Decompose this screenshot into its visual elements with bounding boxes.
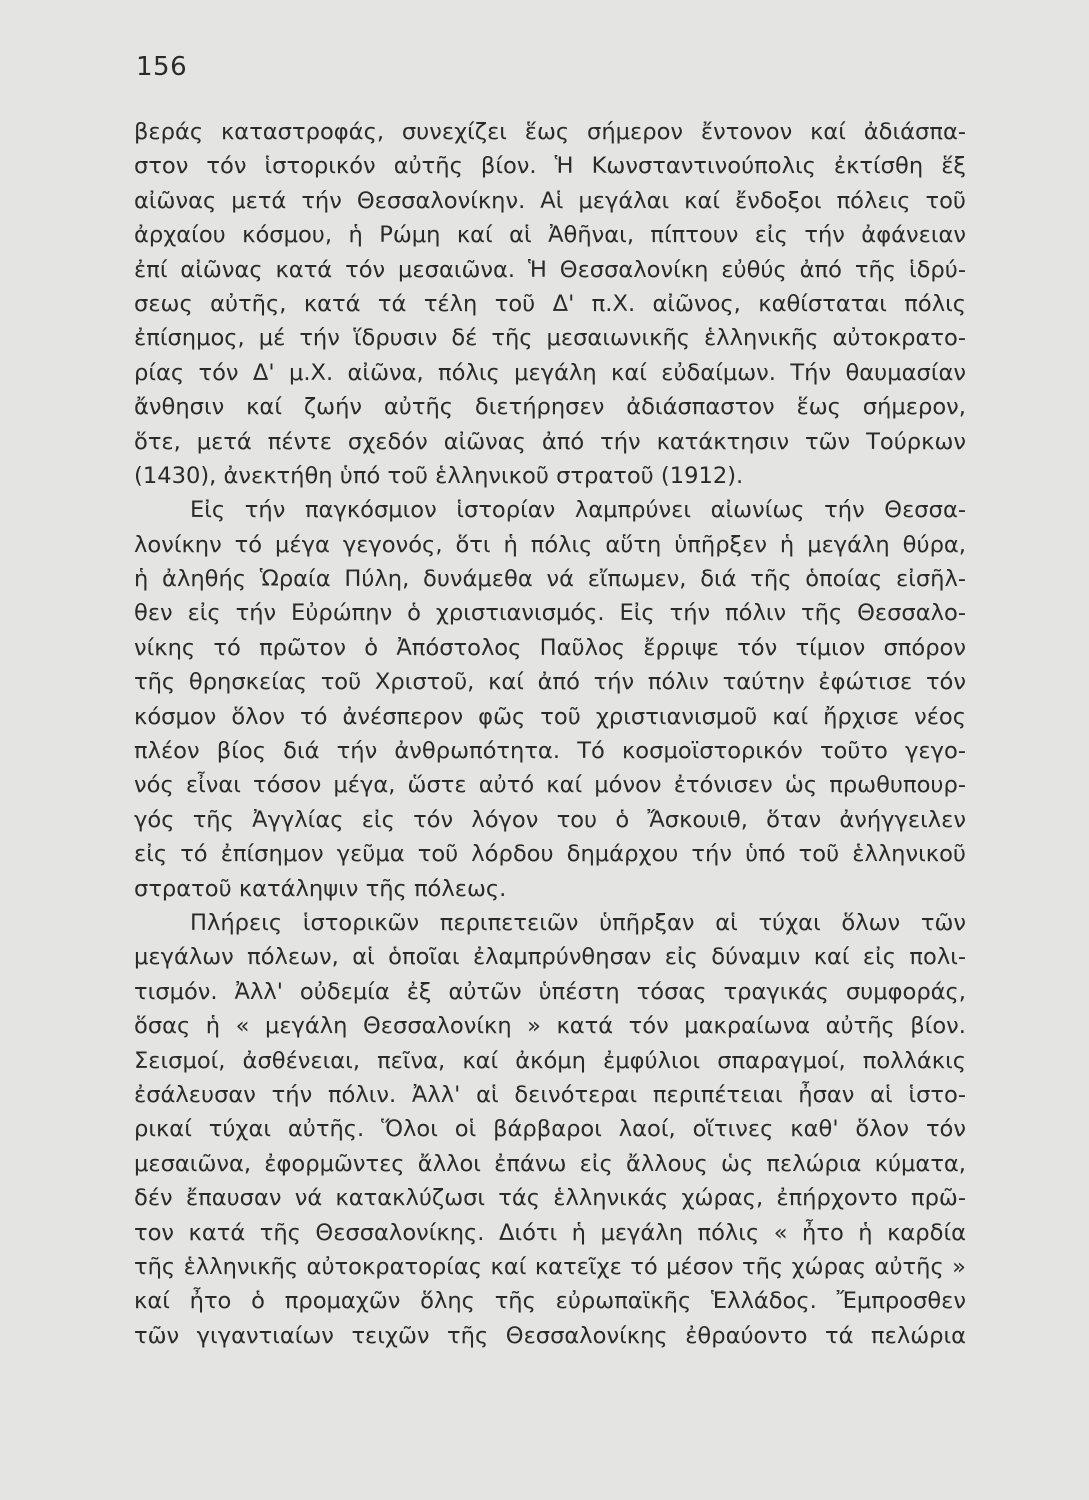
text-line: δέν ἔπαυσαν νά κατακλύζωσι τάς ἑλληνικάς χώρας, ἐπήρχοντο πρῶ- — [134, 1185, 966, 1212]
text-line: ἄνθησιν καί ζωήν αὐτῆς διετήρησεν ἀδιάσπαστον ἕως σήμερον, — [134, 394, 966, 421]
text-line: νίκης τό πρῶτον ὁ Ἀπόστολος Παῦλος ἔρριψε τόν τίμιον σπόρον — [134, 634, 966, 661]
text-line: ἐσάλευσαν τήν πόλιν. Ἀλλ' αἱ δεινότεραι περιπέτειαι ἦσαν αἱ ἱστο- — [134, 1081, 966, 1108]
text-line: νός εἶναι τόσον μέγα, ὥστε αὐτό καί μόνον ἐτόνισεν ὡς πρωθυπουρ- — [134, 772, 966, 799]
text-line: ρίας τόν Δ' μ.Χ. αἰῶνα, πόλις μεγάλη καί εὐδαίμων. Τήν θαυμασίαν — [134, 359, 966, 386]
text-line: Εἰς τήν παγκόσμιον ἱστορίαν λαμπρύνει αἰωνίως τήν Θεσσα- — [190, 497, 966, 524]
text-line: τῶν γιγαντιαίων τειχῶν τῆς Θεσσαλονίκης ἐθραύοντο τά πελώρια — [134, 1322, 966, 1349]
text-line: ἡ ἀληθής Ὡραία Πύλη, δυνάμεθα νά εἴπωμεν, διά τῆς ὁποίας εἰσῆλ- — [134, 566, 966, 593]
text-line: τῆς ἑλληνικῆς αὐτοκρατορίας καί κατεῖχε τό μέσον τῆς χώρας αὐτῆς » — [134, 1253, 966, 1280]
text-line: στον τόν ἱστορικόν αὐτῆς βίον. Ἡ Κωνσταντινούπολις ἐκτίσθη ἕξ — [134, 153, 966, 180]
text-line: αἰῶνας μετά τήν Θεσσαλονίκην. Αἱ μεγάλαι καί ἔνδοξοι πόλεις τοῦ — [134, 187, 966, 214]
text-line: κόσμον ὅλον τό ἀνέσπερον φῶς τοῦ χριστιανισμοῦ καί ἤρχισε νέος — [134, 703, 966, 730]
text-line: τῆς θρησκείας τοῦ Χριστοῦ, καί ἀπό τήν πόλιν ταύτην ἐφώτισε τόν — [134, 669, 966, 696]
text-line: (1430), ἀνεκτήθη ὑπό τοῦ ἑλληνικοῦ στρατοῦ (1912). — [134, 462, 744, 489]
text-line: πλέον βίος διά τήν ἀνθρωπότητα. Τό κοσμοϊστορικόν τοῦτο γεγο- — [134, 738, 966, 765]
text-line: καί ἦτο ὁ προμαχῶν ὅλης τῆς εὐρωπαϊκῆς Ἑλλάδος. Ἔμπροσθεν — [134, 1288, 966, 1315]
text-line: μεγάλων πόλεων, αἱ ὁποῖαι ἐλαμπρύνθησαν εἰς δύναμιν καί εἰς πολι- — [134, 944, 966, 971]
text-line: ρικαί τύχαι αὐτῆς. Ὅλοι οἱ βάρβαροι λαοί, οἵτινες καθ' ὅλον τόν — [134, 1116, 966, 1143]
text-line: λονίκην τό μέγα γεγονός, ὅτι ἡ πόλις αὕτη ὑπῆρξεν ἡ μεγάλη θύρα, — [134, 531, 966, 558]
text-line: σεως αὐτῆς, κατά τά τέλη τοῦ Δ' π.Χ. αἰῶνος, καθίσταται πόλις — [134, 290, 966, 317]
text-line: στρατοῦ κατάληψιν τῆς πόλεως. — [134, 875, 507, 902]
body-text — [134, 115, 966, 1353]
text-line: ὅσας ἡ « μεγάλη Θεσσαλονίκη » κατά τόν μακραίωνα αὐτῆς βίον. — [134, 1013, 966, 1040]
text-line: ἐπίσημος, μέ τήν ἵδρυσιν δέ τῆς μεσαιωνικῆς ἑλληνικῆς αὐτοκρατο- — [134, 325, 966, 352]
text-line: ὅτε, μετά πέντε σχεδόν αἰῶνας ἀπό τήν κατάκτησιν τῶν Τούρκων — [134, 428, 966, 455]
text-line: τον κατά τῆς Θεσσαλονίκης. Διότι ἡ μεγάλη πόλις « ἦτο ἡ καρδία — [134, 1219, 966, 1246]
text-line: τισμόν. Ἀλλ' οὐδεμία ἐξ αὐτῶν ὑπέστη τόσας τραγικάς συμφοράς, — [134, 978, 966, 1005]
text-line: Σεισμοί, ἀσθένειαι, πεῖνα, καί ἀκόμη ἐμφύλιοι σπαραγμοί, πολλάκις — [134, 1047, 966, 1074]
text-line: βεράς καταστροφάς, συνεχίζει ἕως σήμερον ἔντονον καί ἀδιάσπα- — [134, 119, 966, 145]
text-line: ἀρχαίου κόσμου, ἡ Ρώμη καί αἱ Ἀθῆναι, πίπτουν εἰς τήν ἀφάνειαν — [134, 222, 966, 249]
text-line: Πλήρεις ἱστορικῶν περιπετειῶν ὑπῆρξαν αἱ τύχαι ὅλων τῶν — [190, 909, 966, 936]
text-line: θεν εἰς τήν Εὐρώπην ὁ χριστιανισμός. Εἰς τήν πόλιν τῆς Θεσσαλο- — [134, 600, 966, 627]
text-line: ἐπί αἰῶνας κατά τόν μεσαιῶνα. Ἡ Θεσσαλονίκη εὐθύς ἀπό τῆς ἱδρύ- — [134, 256, 966, 283]
text-line: γός τῆς Ἀγγλίας εἰς τόν λόγον του ὁ Ἄσκουιθ, ὅταν ἀνήγγειλεν — [134, 806, 966, 833]
page-number: 156 — [136, 52, 188, 82]
text-line: μεσαιῶνα, ἐφορμῶντες ἄλλοι ἐπάνω εἰς ἄλλους ὡς πελώρια κύματα, — [134, 1150, 966, 1177]
text-line: εἰς τό ἐπίσημον γεῦμα τοῦ λόρδου δημάρχου τήν ὑπό τοῦ ἑλληνικοῦ — [134, 841, 966, 868]
